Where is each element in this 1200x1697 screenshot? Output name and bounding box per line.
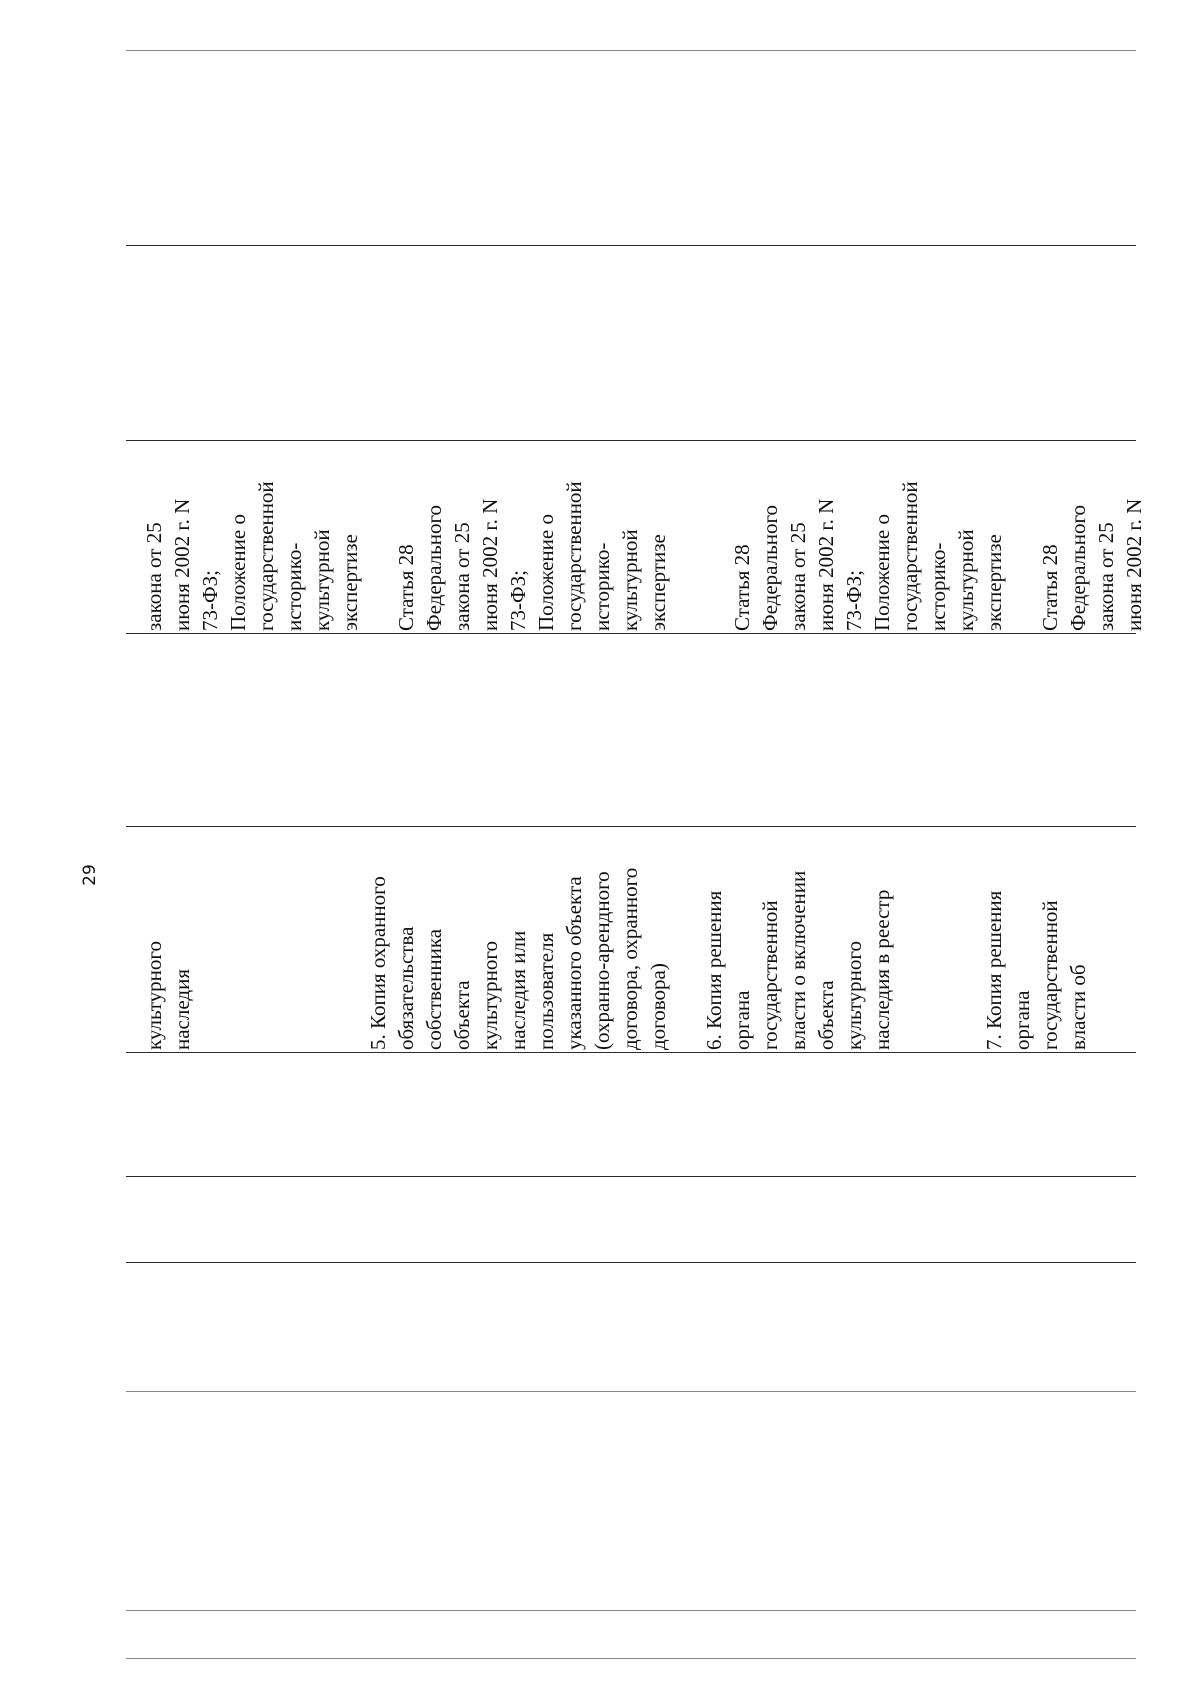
blank-line [952,868,980,1050]
blank-line [672,481,700,631]
table-column-divider [126,633,1136,634]
text-line: экспертизе [982,534,1006,631]
blank-line [280,868,308,1050]
blank-line [196,868,224,1050]
table-column-divider [126,1176,1136,1177]
text-line: пользователя [534,932,558,1050]
table-column-divider [126,826,1136,827]
page-number: 29 [80,864,100,886]
text-line: 73-ФЗ; [842,570,866,631]
blank-line [252,868,280,1050]
blank-line [224,868,252,1050]
text-line: 73-ФЗ; [198,570,222,631]
text-line: Федерального [422,504,446,631]
text-line: закона от 25 [1094,522,1118,631]
text-line: наследия в реестр [870,889,894,1050]
text-line: наследия или [506,930,530,1050]
table-border-top [126,50,1136,51]
text-line: государственной [898,481,922,631]
text-line: экспертизе [338,534,362,631]
text-line: государственной [1038,900,1062,1050]
text-line: культурной [618,529,642,631]
text-line: 5. Копия охранного [366,876,390,1050]
table-column-divider [126,1391,1136,1392]
text-line: указанного объекта [562,876,586,1050]
text-line: закона от 25 [786,522,810,631]
table-column-divider [126,1262,1136,1263]
text-line: объекта [814,980,838,1050]
text-line: июня 2002 г. N [814,498,838,631]
text-line: июня 2002 г. N [170,498,194,631]
text-line: Статья 28 [1038,544,1062,631]
blank-line [364,481,392,631]
table-cell-documents [140,868,1092,1050]
text-line: договора) [646,963,670,1050]
text-line: обязательства [394,926,418,1050]
text-line: органа [1010,990,1034,1050]
text-line: 7. Копия решения [982,890,1006,1050]
text-line: экспертизе [646,534,670,631]
blank-line [1008,481,1036,631]
text-line: Статья 28 [730,544,754,631]
text-line: Федерального [758,504,782,631]
text-line: историко- [590,542,614,631]
blank-line [700,481,728,631]
text-line: Федерального [1066,504,1090,631]
text-line: власти о включении [786,870,810,1050]
blank-line [308,868,336,1050]
text-line: Статья 28 [394,544,418,631]
text-line: культурного [478,941,502,1050]
text-line: Положение о [534,514,558,631]
blank-line [896,868,924,1050]
text-line: закона от 25 [142,522,166,631]
blank-line [672,868,700,1050]
text-line: наследия [170,969,194,1050]
text-line: культурной [954,529,978,631]
text-line: собственника [422,928,446,1050]
text-line: закона от 25 [450,522,474,631]
table-column-divider [126,1052,1136,1053]
text-line: культурного [842,941,866,1050]
blank-line [924,868,952,1050]
text-line: культурной [310,529,334,631]
text-line: Положение о [870,514,894,631]
table-column-divider [126,440,1136,441]
text-line: государственной [254,481,278,631]
text-line: договора, охранного [618,867,642,1050]
text-line: государственной [562,481,586,631]
text-line: историко- [926,542,950,631]
text-line: власти об [1066,964,1090,1050]
text-line: объекта [450,980,474,1050]
text-line: 73-ФЗ; [506,570,530,631]
blank-line [336,868,364,1050]
table-column-divider [126,1610,1136,1611]
text-line: Положение о [226,514,250,631]
text-line: культурного [142,941,166,1050]
text-line: органа [730,990,754,1050]
text-line: июня 2002 г. N [1122,498,1146,631]
table-cell-legal-basis [140,481,1148,631]
text-line: историко- [282,542,306,631]
table-column-divider [126,245,1136,246]
text-line: (охранно-арендного [590,871,614,1050]
text-line: государственной [758,900,782,1050]
text-line: июня 2002 г. N [478,498,502,631]
table-border-bottom [126,1658,1136,1659]
text-line: 6. Копия решения [702,890,726,1050]
